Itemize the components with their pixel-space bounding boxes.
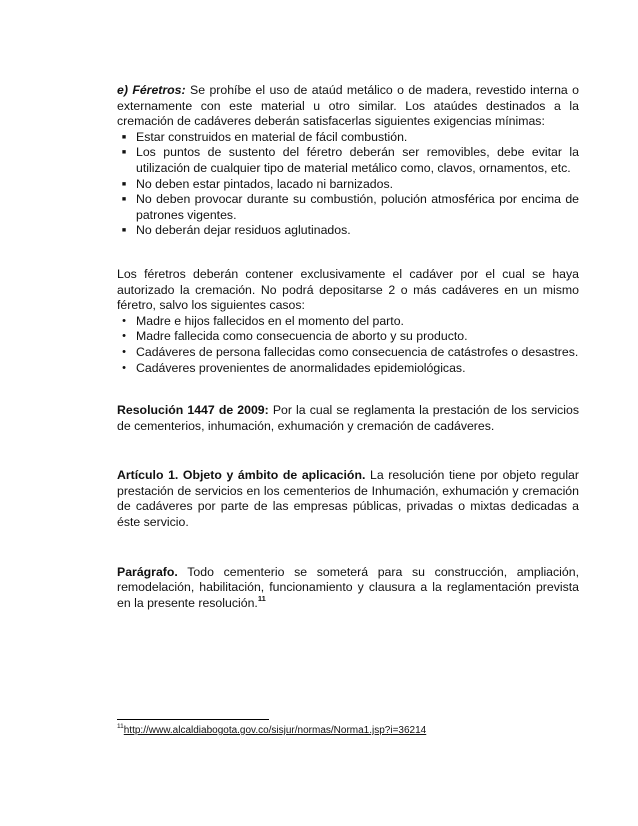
articulo-paragraph [117,468,579,530]
square-bullet-icon: ■ [121,196,127,204]
footnote [117,725,426,737]
articulo-heading: Artículo 1. Objeto y ámbito de aplicación. [117,468,366,483]
list-item-text: Madre fallecida como consecuencia de aborto y su producto. [136,329,468,344]
section-e-bullet-list [117,130,579,239]
footnote-link[interactable]: http://www.alcaldiabogota.gov.co/sisjur/normas/Norma1.jsp?i=36214 [123,725,427,736]
square-bullet-icon: ■ [121,227,127,235]
paragrafo-paragraph [117,565,579,612]
dot-bullet-icon: • [122,361,126,374]
list-item [117,361,579,377]
footnote-reference[interactable]: 11 [257,593,266,603]
list-item-text: No deberán dejar residuos aglutinados. [136,223,351,238]
resolucion-heading: Resolución 1447 de 2009: [117,403,269,418]
articulo-text: La resolución tiene por objeto regular prestación de servicios en los cementerios de Inhumación, exhumación y cremación de cadáveres por parte de las empresas públicas, privadas o mixtas dedicadas a éste servicio. [117,468,579,530]
list-item [117,192,579,223]
list-item [117,329,579,345]
list-item [117,177,579,193]
list-item [117,345,579,361]
section-e-paragraph [117,83,579,130]
dot-bullet-icon: • [122,345,126,358]
paragrafo-text: Todo cementerio se someterá para su construcción, ampliación, remodelación, habilitación, funcionamiento y clausura a la reglamentación prevista en la presente resolución. [117,564,579,610]
list-item [117,223,579,239]
dot-bullet-icon: • [122,330,126,343]
square-bullet-icon: ■ [121,149,127,157]
section-e-heading: e) Féretros: [117,83,186,97]
square-bullet-icon: ■ [121,133,127,141]
resolucion-paragraph [117,403,579,434]
list-item-text: No deben estar pintados, lacado ni barnizados. [136,176,394,191]
feretros-paragraph: Los féretros deberán contener exclusivamente el cadáver por el cual se haya autorizado la cremación. No podrá depositarse 2 o más cadáveres en un mismo féretro, salvo los siguientes casos: [117,266,579,313]
list-item-text: Cadáveres provenientes de anormalidades epidemiológicas. [136,360,466,375]
list-item [117,145,579,176]
list-item-text: Estar construidos en material de fácil combustión. [136,129,408,144]
resolucion-text: Por la cual se reglamenta la prestación de los servicios de cementerios, inhumación, exhumación y cremación de cadáveres. [117,403,579,433]
dot-bullet-icon: • [122,314,126,327]
list-item [117,130,579,146]
list-item-text: Los puntos de sustento del féretro deberán ser removibles, debe evitar la utilización de cualquier tipo de material metálico como, clavos, ornamentos, etc. [136,145,579,175]
footnote-number: 11 [117,723,124,730]
section-e-intro: Se prohíbe el uso de ataúd metálico o de madera, revestido interna o externamente con este material u otro similar. Los ataúdes destinados a la cremación de cadáveres deberán satisfacerlas siguientes exigencias mínimas: [117,83,579,129]
list-item-text: No deben provocar durante su combustión, polución atmosférica por encima de patrones vigentes. [136,192,579,222]
paragrafo-heading: Parágrafo. [117,564,178,579]
list-item-text: Madre e hijos fallecidos en el momento del parto. [136,313,404,328]
square-bullet-icon: ■ [121,180,127,188]
list-item [117,314,579,330]
footnote-divider [117,719,269,720]
feretros-bullet-list [117,314,579,376]
document-page [117,83,579,611]
list-item-text: Cadáveres de persona fallecidas como consecuencia de catástrofes o desastres. [136,344,579,359]
